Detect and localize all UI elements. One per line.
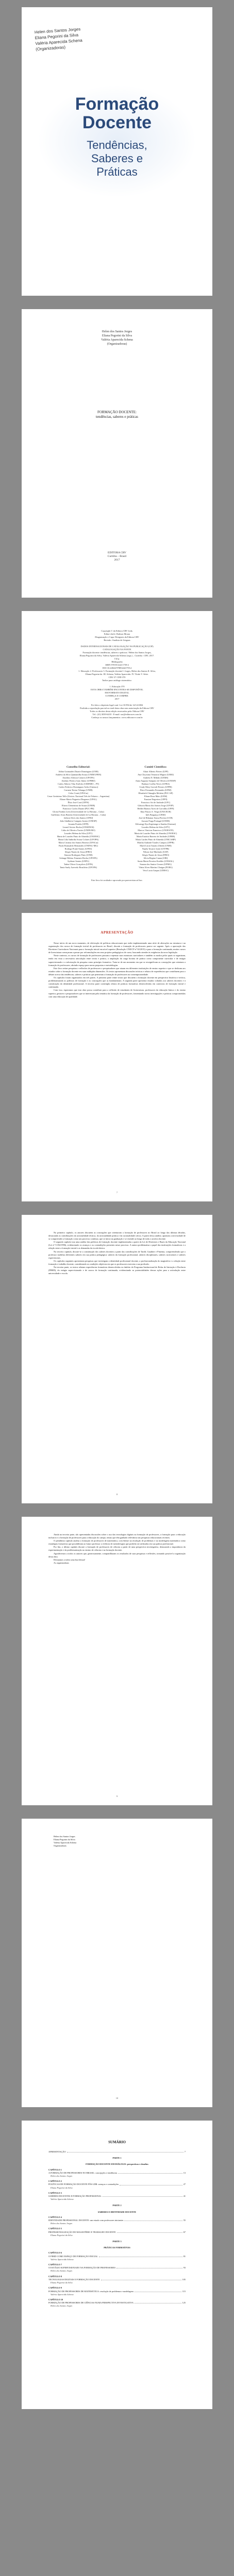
catalog-line: CONHEÇA E COMPRE: [105,694,129,697]
summary-leader [120,2183,182,2185]
catalog-line: Índice para catálogo sistemático [102,679,132,682]
cover-subtitle-line: Saberes e [91,152,143,165]
summary-leader [118,2172,182,2174]
summary-author: Eliana Pegorini da Silva [51,2233,73,2236]
scientific-committee-member: Vânia Alves Martins Chaigar (FURG) [139,866,173,869]
paragraph: Organizadoras [54,1844,66,1848]
catalog-line: Proibida a reprodução parcial ou total desta obra sem autorização da Editora CRV [80,707,154,709]
paragraph: Helen dos Santos Jorges [54,1835,75,1838]
editorial-council-member: Gloria Fariñas León (Universidade de La Havana – Cuba) [53,810,104,813]
paragraph: O segundo capítulo traz uma análise das políticas de formação docente implementadas a partir da Lei de Diretrizes e Bases da Educação Nacional (Lei nº 9.394/1996), evidenciando os avanços e as contradições presentes nesse processo. A autora problematiza o papel das instituições formadoras e a relação entre a formação inicial e as demandas da escola básica. [48,1241,186,1250]
scientific-committee-member: Fauston Negreiros (UFPI) [144,798,168,801]
catalog-line: CDU 37 CDD 370 [108,676,126,679]
text-page-2 [22,1215,212,1503]
summary-leader [103,2195,182,2197]
scientific-committee-member: Sérgio Nunes de Jesus (IFRO) [142,854,170,856]
scientific-committee-member: Maria Lurdes Pinto de Almeida (UNICAMP) [136,838,176,841]
summary-part: SABERES E IDENTIDADE DOCENTE [97,2210,137,2213]
summary-chapter: CAPÍTULO 5 [48,2227,62,2230]
editorial-council-member: Tadeu Oliver Gonçalves (UFPA) [63,863,93,866]
scientific-committee-member: Najela Tavares Ujiie (UTFPR) [142,848,170,850]
paragraph: Ainda na terceira parte, são apresentadas discussões sobre o uso das tecnologias digitais na formação de professores, a formação para a educação inclusiva e a formação de professores para a educação do campo, temas que têm ganhado relevância nas pesquisas educacionais recentes. [48,1533,186,1539]
editorial-council-member: Maria Cristina dos Santos Bezerra (UFSCar) [58,841,98,844]
summary-leader [124,2219,182,2221]
cover-author: Helen dos Santos Jorges [34,27,81,35]
editorial-boards [42,766,192,872]
editorial-council-member: Aldira Guimarães Duarte Domínguez (UNB) [58,770,98,773]
editorial-council-member: Antônio Pereira Gaio Júnior (UFRRJ) [61,779,95,782]
editorial-council-member: Guillermo Arias Beatón (Universidade de La Havana – Cuba) [51,814,106,816]
paragraph: Com isso, esperamos que esta obra possa contribuir para a reflexão de estudantes de licenciatura, professores da educação básica e do ensino superior, gestores e pesquisadores que se interessam pela temática da formação de professores, fomentando novas investigações e práticas comprometidas com uma educação de qualidade. [48,989,186,998]
summary-author: Eliana Pegorini da Silva [51,2186,73,2189]
scientific-committee-member: Gláucia Maria dos Santos Jorge (UFOP) [138,804,174,807]
paragraph: No terceiro capítulo, discute-se a constituição dos saberes docentes a partir das contribuições de Tardif, Gauthier e Pimenta, compreendendo que o professor mobiliza diferentes saberes em sua prática pedagógica: saberes da formação profissional, saberes disciplinares, saberes curriculares e saberes experienciais. [48,1250,186,1259]
cover-title-line: Formação [75,94,159,114]
summary-leader [135,2290,181,2292]
text-page-4-body [48,1835,186,1848]
page-number: 8 [116,1493,118,1496]
summary-entry-title: FORMAÇÃO DE PROFESSORES DE CIÊNCIAS NUMA PERSPECTIVA INVESTIGATIVA [48,2301,133,2304]
scientific-committee-member: José de Ribamar Sousa Pereira (UCB) [139,817,173,819]
catalog-line: Eliana Pegorini da Silva, Valéria Aparecida Schena (orgs.) – Curitiba : CRV, 2017. [79,654,155,657]
catalog-line: ISBN 978-85-444-1759-4 [105,664,129,666]
summary-leader [99,2255,182,2257]
editorial-council-member: Lídia de Oliveira Xavier (UNIEURO) [61,829,95,832]
titlepage-imprint [22,551,212,562]
text-page-3 [22,1517,212,1805]
editorial-council-member: Leonel Severo Rocha (UNISINOS) [62,826,94,828]
cover-author: Eliana Pegorini da Silva [35,32,79,41]
summary-chapter: CAPÍTULO 2 [48,2180,62,2183]
catalog-line: Conheça os nossos lançamentos: www.editoracrv.com.br [91,716,143,719]
editorial-council [42,766,114,872]
summary-chapter: CAPÍTULO 1 [48,2168,62,2171]
scientific-committee-member: Marli Lúcia Tonatto Zibetti (UNIR) [140,844,172,847]
summary-entry-page: 115 [182,2290,186,2293]
scientific-committee-member: Inês Bragança (UERJ) [145,814,166,816]
cover-title-line: Docente [82,113,152,132]
catalog-line: DADOS INTERNACIONAIS DE CATALOGAÇÃO NA PUBLICAÇÃO (CIP) [80,645,154,648]
paragraph: As organizadoras [54,1561,69,1564]
editorial-council-member: Cesar Gerónimo Tello (Univer. Nacional Três de Febrero – Argentina) [47,795,110,798]
summary-chapter: CAPÍTULO 3 [48,2191,62,2194]
scientific-committee-member: Anna Augusta Sampaio de Oliveira (UNESP) [135,779,176,782]
editorial-council-member: Tania Suely Azevedo Brasileiro (UFOPA) [59,866,97,869]
paragraph: Os capítulos foram organizados em três partes. A primeira parte reúne textos que discutem a formação docente em perspectiva histórica e teórica, problematizando as políticas de formação e as concepções que as fundamentam. A segunda parte apresenta estudos voltados aos saberes docentes e à constituição da identidade profissional. A terceira parte contempla relatos de práticas formativas desenvolvidas em contextos de formação inicial e continuada. [48,976,186,989]
editorial-council-member: Maria Lília Imbiriba Sousa Colares (UFOPA) [58,838,99,841]
cover-organizers-label: (Organizadoras) [35,45,66,52]
catalog-footer: Este livro foi avaliado e aprovado por pareceristas ad hoc. [91,879,143,882]
editorial-council-member: Rodrigo Pratte-Santos (UFES) [64,848,92,850]
summary-entry-page: 41 [183,2195,186,2198]
catalog-line: Diagramação e Capa: Designers da Editora CRV [95,636,139,638]
summary-entry-page: 93 [183,2266,186,2269]
catalog-line: Editor-chefe: Railson Moura [104,633,130,635]
catalog-line: 2017 [114,698,120,700]
publisher: EDITORA CRV [108,551,126,554]
titlepage-title: FORMAÇÃO DOCENTE: [97,410,137,414]
scientific-committee-member: Altair Alberto Fávero (UPF) [143,770,169,773]
catalog-line: ESTA OBRA TAMBÉM ENCONTRA-SE DISPONÍVEL [91,688,143,691]
summary-entry-page: 27 [183,2183,186,2186]
summary-entry-title: TECNOLOGIAS DIGITAIS E FORMAÇÃO DOCENTE [48,2278,100,2281]
titlepage-organizers: (Organizadoras) [107,343,127,346]
scientific-committee-member: Ilma Passos A. Veiga (UNICEUB) [140,810,171,813]
scientific-committee-member: Cindy Mery Gavioli-Prestes (UFPB) [139,786,172,788]
paragraph: Nesse início de um novo momento, de efetivação de políticas educacionais que estão implementando uma série de alterações na estrutura e na organização dos cursos de formação inicial de professores no Brasil, discutir a formação de professores parece ser urgente. Após a aprovação das Diretrizes Curriculares Nacionais para a formação inicial em nível superior (Resolução CNE/CP nº 02/2015) e para a formação continuada, muitos cursos de licenciatura começaram a passar por reformulações em seus projetos pedagógicos de curso, buscando atender às exigências da nova legislação. [48,942,186,954]
editorial-council-member: Simone Rodrigues Pinto (UNB) [64,854,93,856]
summary-leader [116,2266,182,2268]
book-cover [22,7,212,296]
cover-title [22,95,212,132]
summary-entry-page: 13 [183,2171,186,2174]
paragraph: Os capítulos seguintes apresentam pesquisas que investigam a identidade profissional docente, a profissionalização do magistério e a relação entre formação e trabalho docente, considerando as condições objetivas em que os professores exercem a sua profissão. [48,1259,186,1265]
catalog-line: Revisão: Analista de Línguas [104,639,130,641]
summary-part: PARTE 2 [112,2204,122,2207]
summary-author: Helen dos Santos Jorges [51,2222,73,2225]
scientific-committee-member: Helder Buenos Aires de Carvalho (UFPI) [137,807,174,810]
summary-entry-page: 81 [183,2255,186,2258]
scientific-committee-heading: Comitê Científico: [144,766,167,769]
summary-author: Valéria Aparecida Schena [51,2258,74,2261]
summary-leader [101,2278,181,2280]
editorial-council-member: Maria de Lourdes Pinto de Almeida (UNOESC) [57,835,100,838]
scientific-committee-member: Maria Eurácia Barreto de Andrade (UFRB) [136,835,175,838]
summary-entry-page: 125 [182,2301,186,2304]
catalog-line: EM FORMATO DIGITAL [105,691,129,694]
catalog-line: 132 p. [114,657,120,660]
summary-leader [117,2231,182,2233]
summary-entry-title: O ESTÁGIO SUPERVISIONADO NA FORMAÇÃO DE PROFESSORES [48,2266,116,2269]
summary-chapter: CAPÍTULO 9 [48,2286,62,2290]
scientific-committee-member: Nilson José Machado (USP) [143,851,169,853]
paragraph: Neste contexto, os cursos de formação de professores passam a repensar suas estruturas curriculares e também os modos pelos quais se organizam, tendo em vista a necessária articulação entre teoria e prática, a ampliação da carga horária de prática como componente curricular e de estágio supervisionado e a valorização da pesquisa como princípio formativo. Trata-se de um momento em que se ressignificam as concepções que orientam a formação de professores, abrindo espaço para novas propostas e metodologias. [48,954,186,967]
titlepage-authors [22,330,212,346]
paragraph: Valéria Aparecida Schena [54,1841,77,1844]
summary-heading: SUMÁRIO [108,2140,126,2144]
paragraph: Agradecemos a todos os autores que, generosamente, compartilharam os resultados de suas pesquisas e reflexões, tornando possível a organização desta obra. [48,1552,186,1558]
paragraph: Este livro reúne pesquisas e reflexões de professores e pesquisadores que atuam em diferentes instituições de ensino superior e que se dedicam aos estudos sobre a formação docente em suas múltiplas dimensões. Os textos apresentam discussões teóricas e relatos de experiências que contribuem para o debate acerca das tendências, saberes e práticas que permeiam a formação de professores na contemporaneidade. [48,967,186,976]
scientific-committee-member: Silvia Regina Canan (URI) [143,857,168,859]
summary-entry-title: SABERES DOCENTES E FORMAÇÃO PROFISSIONAL [48,2195,102,2198]
apresentacao-page [22,913,212,1201]
catalog-line: Formação docente: tendências, saberes e práticas / Helen dos Santos Jorges, [82,651,152,654]
summary-leader [135,2301,181,2303]
scientific-committee-member: Suzana dos Santos Gomes (UFMG) [140,863,172,866]
catalog-line: CATALOGAÇÃO NA FONTE [103,648,131,651]
scientific-committee-member: Kilwangy Kya Kapitango-a-Samba (Unemat) [135,823,176,825]
summary-chapter: CAPÍTULO 7 [48,2263,62,2266]
scientific-committee-member: Elizabeth Chinaglia Moletta (PUC-SP) [138,792,173,794]
city: Curitiba – Brasil [107,555,127,558]
text-page-3-body [48,1533,186,1565]
summary-part: PARTE 1 [112,2157,122,2160]
editorial-council-member: Josania Portela (UFPI) [68,823,89,825]
scientific-committee-member: Marcos Vinicius Francisco (UNOESTE) [138,829,174,832]
catalog-line: Bibliografia [111,660,123,663]
summary-entry-title: POLÍTICAS DE FORMAÇÃO DOCENTE PÓS-LDB: avanços e contradições [48,2183,119,2186]
editorial-council-member: Andréia da Silva Quintanilha Sousa (UNIR/UFRN) [55,773,102,776]
scientific-committee [120,766,192,872]
summary-chapter: CAPÍTULO 4 [48,2215,62,2218]
summary-author: Eliana Pegorini da Silva [51,2281,73,2284]
cover-subtitle-line: Tendências, [87,139,147,151]
scientific-committee-member: Eliane Rose Maio (UEM) [144,795,168,798]
scientific-committee-member: Andréia N. Militão (UEMS) [143,776,169,779]
editorial-council-member: Carlos Federico Dominguez Avila (Unieuro) [58,786,98,788]
editorial-council-member: Élsio José Corá (UFFS) [68,801,89,804]
text-page-2-body [48,1231,186,1275]
cover-author: Valéria Aparecida Schena [35,38,83,46]
catalog-line: Todos os direitos desta edição reservados pela: Editora CRV [90,710,144,713]
scientific-committee-member: Jussara Fraga Portugal (UNEB) [141,820,170,822]
titlepage-title-block [22,410,212,419]
paragraph: No primeiro capítulo, os autores discutem as concepções que orientaram a formação de professores no Brasil ao longo das últimas décadas, destacando as contribuições da racionalidade técnica, da racionalidade prática e da racionalidade crítica. A partir dessa análise, apontam a necessidade de se compreender a formação como um processo contínuo, que se inicia na graduação e se estende ao longo de toda a carreira docente. [48,1231,186,1241]
editorial-council-member: João Adalberto Campato Junior (UNESP) [60,820,97,822]
summary-entry-page: 55 [183,2219,186,2222]
summary-author: Helen dos Santos Jorges [51,2175,73,2178]
summary-part: FORMAÇÃO DOCENTE EM DIÁLOGO: perspectivas e desafios [86,2163,148,2166]
apresentacao-body [48,942,186,998]
catalog-line: 1. Educação 370 [109,685,125,688]
editorial-council-member: Elione Maria Nogueira Diogenes (UFAL) [60,798,97,801]
summary-entry-title: A FORMAÇÃO DE PROFESSORES NO BRASIL: concepções e tendências [48,2171,118,2174]
editorial-council-member: Carmen Tereza Velanga (UNIR) [64,789,93,791]
text-page-4 [22,1819,212,2107]
scientific-committee-member: Francisco Ari de Andrade (UFC) [141,801,171,804]
summary-author: Valéria Aparecida Schena [51,2293,74,2296]
summary-entry-page: 105 [182,2278,186,2281]
editorial-council-member: Elizeu Clementino de Souza (UNEB) [61,804,95,807]
titlepage-author: Valéria Aparecida Schena [101,338,133,342]
cover-authors [35,26,83,52]
editorial-council-member: Anselmo Alencar Colares (UFOPA) [62,776,94,779]
apresentacao-heading: APRESENTAÇÃO [101,930,133,935]
titlepage-author: Helen dos Santos Jorges [102,330,132,333]
title-page [22,309,212,598]
paragraph: Eliana Pegorini da Silva [54,1838,75,1841]
catalog-line: Copyright © da Editora CRV Ltda. [101,630,133,632]
year: 2017 [114,558,120,562]
summary-leader [67,2150,183,2153]
scientific-committee-member: Marilia Andrade Torales Campos (UFPR) [137,841,174,844]
catalog-page [22,611,212,900]
titlepage-subtitle: tendências, saberes e práticas [95,415,138,419]
summary-chapter: CAPÍTULO 8 [48,2275,62,2278]
catalog-line: Tel.: (41) 3039-6418 - E-mail: sac@editoracrv.com.br [92,713,142,716]
scientific-committee-member: Maria de Lourdes Pinto de Almeida (UNOESC) [134,832,177,835]
editorial-council-member: Sydione Santos (UEPG) [68,860,89,862]
summary-entry-title: FORMAÇÃO DE PROFESSORES DE MATEMÁTICA: resolução de problemas e modelagem [48,2290,133,2293]
scientific-committee-member: Barbara Coelho Neves (UFBA) [141,783,170,785]
editorial-council-member: Paulo Romualdo Hernandes (UNIFAL-MG) [59,844,98,847]
catalog-record [42,630,192,719]
paragraph: Por fim, o último capítulo discute a formação de professores de ciências a partir de uma perspectiva investigativa, destacando a importância da experimentação e da problematização no ensino de ciências e na formação docente. [48,1546,186,1552]
summary-author: Helen dos Santos Jorges [51,2304,73,2308]
scientific-committee-member: Vera Lucia Gaspar (UDESC) [143,869,169,872]
summary-entry-title: IDENTIDADE PROFISSIONAL DOCENTE: um estudo com professores iniciantes [48,2219,124,2222]
cover-subtitle [22,139,212,179]
summary-entry-title: APRESENTAÇÃO [48,2150,66,2153]
summary-entry [48,2150,186,2154]
editorial-council-member: Lourdes Helena da Silva (UFV) [64,832,93,835]
scientific-committee-member: Lourdes Helena da Silva (UFV) [141,826,170,828]
summary-author: Helen dos Santos Jorges [51,2269,73,2273]
scientific-committee-member: Dirce Fernandes Fernandes (UFRJ) [140,789,172,791]
editorial-council-member: Carlos Alberto Vilar Estêvão (UMINHO – PT) [57,783,99,785]
summary-entry-title: O PIBID COMO ESPAÇO DE FORMAÇÃO INICIAL [48,2255,98,2258]
editorial-council-member: Jailson Alves dos Santos (UFRJ) [63,817,93,819]
page-number: 9 [116,1795,118,1798]
paragraph: O penúltimo capítulo analisa a formação de professores de matemática, com ênfase na resolução de problemas e na modelagem matemática como estratégias formativas que possibilitam ao futuro professor a vivência de metodologias que poderão ser utilizadas em sua prática profissional. [48,1539,186,1546]
editorial-council-member: Sérgio Nunes de Jesus (IFRO) [64,851,92,853]
summary-entry-page: 67 [183,2230,186,2233]
catalog-line: 1. Educação 2. Professores 3. Formação docente I. Jorges, Helen dos Santos II. Silva, [78,670,156,672]
catalog-line: Eliana Pegorini da. III. Schena, Valéria Aparecida. IV. Título V. Série. [85,673,149,675]
editorial-council-member: Celso Conti (UFSCar) [68,792,89,794]
page-number: 10 [115,2097,119,2099]
editorial-council-member: Francisco Carlos Duarte (PUC-PR) [62,807,94,810]
summary-author: Valéria Aparecida Schena [51,2198,74,2201]
cover-subtitle-line: Práticas [96,165,138,178]
scientific-committee-member: Ana Chrystina Venancio Mignot (UERJ) [138,773,174,776]
summary-page [22,2121,212,2409]
summary-entry-page: 7 [184,2150,186,2153]
summary-part: PRÁTICAS FORMATIVAS [104,2246,130,2249]
page-number: 7 [116,1191,118,1194]
paragraph: Desejamos a todos uma boa leitura! [54,1558,86,1561]
paragraph: Na terceira parte, os textos relatam experiências formativas desenvolvidas no âmbito do Programa Institucional de Bolsa de Iniciação à Docência (PIBID), do estágio supervisionado e de cursos de formação continuada, evidenciando as potencialidades dessas ações para a articulação entre universidade e escola. [48,1266,186,1275]
editorial-council-heading: Conselho Editorial: [66,766,90,769]
summary-list [48,2150,186,2308]
scientific-committee-member: Sonia Maria Ferreira Koehler (UNISAL) [137,860,174,862]
titlepage-author: Eliana Pegorini da Silva [102,334,132,337]
summary-chapter: CAPÍTULO 6 [48,2251,62,2255]
summary-part: PARTE 3 [112,2240,122,2243]
editorial-council-member: Solange Helena Ximenes-Rocha (UFOPA) [59,857,97,859]
summary-entry-title: PROFISSIONALIZAÇÃO DO MAGISTÉRIO E TRABALHO DOCENTE [48,2230,116,2233]
catalog-line: Foi feito o depósito legal conf. Lei 10.994 de 14/12/2004 [91,704,143,706]
catalog-line: DOI 10.24824/978854441759.4 [102,667,132,669]
summary-chapter: CAPÍTULO 10 [48,2298,63,2301]
